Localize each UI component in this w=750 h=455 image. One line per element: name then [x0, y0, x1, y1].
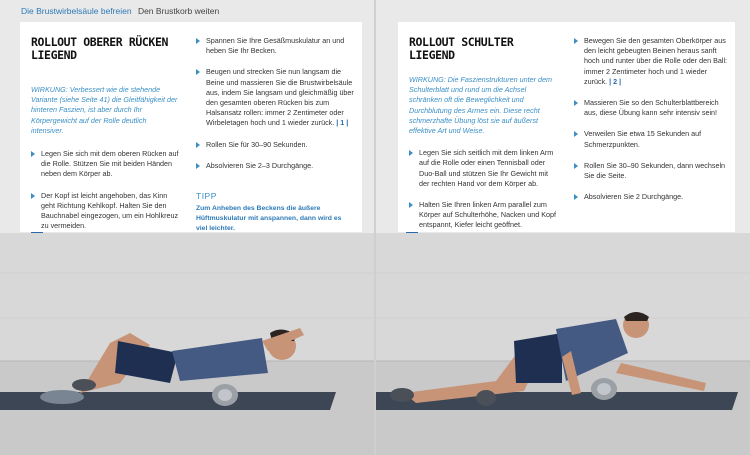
exercise-1-title: ROLLOUT OBERER RÜCKEN LIEGEND	[31, 35, 168, 62]
shoe	[40, 390, 84, 404]
step-text: Massieren Sie so den Schulterblattbereich aus, diese Übung kann sehr intensiv sein!	[584, 98, 719, 118]
shoe	[476, 390, 496, 406]
step-text: Rollen Sie für 30–90 Sekunden.	[206, 139, 308, 149]
exercise-card-1	[20, 22, 362, 232]
shorts	[514, 333, 562, 383]
bullet-arrow-icon	[574, 163, 578, 169]
list-item	[196, 36, 354, 56]
exercise-card-2	[398, 22, 735, 232]
foam-roller-center	[218, 389, 232, 401]
exercise-1-effect: WIRKUNG: Verbessert wie die stehende Variante (siehe Seite 41) die Gleitfähigkeit der hinteren Faszien, ist aber durch Ihr Körpergewicht auf der Rolle deutlich intensiver.	[31, 85, 178, 135]
bullet-arrow-icon	[574, 38, 578, 44]
list-item	[196, 67, 354, 128]
step-text: Absolvieren Sie 2 Durchgänge.	[584, 192, 684, 202]
tip-text: Zum Anheben des Beckens die äußere Hüftmuskulatur mit anspannen, dann wird es viel leichter.	[196, 205, 342, 233]
page-right	[376, 0, 750, 455]
list-item	[574, 36, 730, 87]
exercise-1-column-left	[31, 36, 179, 231]
step-text: Der Kopf ist leicht angehoben, das Kinn geht Richtung Kehlkopf. Halten Sie den Bauchnabel eingezogen, um ein Hohlkreuz zu vermeiden.	[41, 190, 179, 231]
exercise-2-steps-left	[409, 148, 557, 230]
list-item	[574, 161, 730, 181]
shoe	[72, 379, 96, 391]
bullet-arrow-icon	[574, 131, 578, 137]
exercise-2-column-left	[409, 36, 557, 231]
bullet-arrow-icon	[31, 151, 35, 157]
bullet-arrow-icon	[409, 150, 413, 156]
step-text: Beugen und strecken Sie nun langsam die Beine und massieren Sie die Brustwirbelsäule aus, indem Sie langsam und gleichmäßig über den gesamten oberen Rücken bis zum Halsansatz rollen: immer 2 Zentimeter oder Wirbeletagen hoch und 1 wieder zurück.	[206, 67, 354, 128]
exercise-1-column-right	[196, 36, 354, 234]
step-text: Rollen Sie 30–90 Sekunden, dann wechseln Sie die Seite.	[584, 160, 726, 181]
shoe	[390, 388, 414, 402]
list-item	[574, 129, 730, 149]
exercise-2-steps-right	[574, 36, 730, 202]
step-text: Legen Sie sich seitlich mit dem linken Arm auf die Rolle oder einen Tennisball oder Duo-Ball und stützen Sie Ihr Gewicht mit der rechten Hand vor dem Körper ab.	[419, 148, 554, 188]
step-text: Spannen Sie Ihre Gesäßmuskulatur an und heben Sie Ihr Becken.	[206, 36, 345, 56]
step-text: Bewegen Sie den gesamten Oberkörper aus den leicht gebeugten Beinen heraus sanft hoch und runter über die Rolle oder den Ball: immer 2 Zentimeter hoch und 1 wieder zurück.	[584, 36, 728, 86]
exercise-1-photo	[0, 233, 374, 455]
exercise-1-steps-left	[31, 149, 179, 231]
bullet-arrow-icon	[196, 163, 200, 169]
bullet-arrow-icon	[574, 100, 578, 106]
step-text: Absolvieren Sie 2–3 Durchgänge.	[206, 160, 314, 170]
tip-box	[196, 191, 354, 234]
figure-reference: | 1 |	[336, 118, 349, 128]
bullet-arrow-icon	[196, 69, 200, 75]
tip-heading: TIPP	[196, 191, 217, 202]
exercise-2-photo	[376, 233, 750, 455]
list-item	[574, 98, 730, 118]
exercise-1-steps-right	[196, 36, 354, 171]
running-head	[21, 6, 219, 16]
exercise-2-column-right	[574, 36, 730, 202]
bullet-arrow-icon	[196, 142, 200, 148]
running-head-subsection: Den Brustkorb weiten	[137, 6, 220, 16]
bullet-arrow-icon	[574, 194, 578, 200]
exercise-2-title: ROLLOUT SCHULTER LIEGEND	[409, 35, 514, 62]
running-head-section: Die Brustwirbelsäule befreien	[21, 6, 132, 16]
bullet-arrow-icon	[31, 193, 35, 199]
step-text: Verweilen Sie etwa 15 Sekunden auf Schmerzpunkten.	[584, 129, 702, 149]
list-item	[31, 191, 179, 232]
wall	[0, 233, 374, 363]
figure-reference: | 2 |	[609, 76, 622, 86]
list-item	[31, 149, 179, 180]
step-text: Legen Sie sich mit dem oberen Rücken auf die Rolle. Stützen Sie mit beiden Händen neben dem Körper ab.	[41, 149, 179, 179]
exercise-2-effect: WIRKUNG: Die Faszienstrukturen unter dem Schulterblatt und rund um die Achsel schränken oft die Beweglichkeit und Durchblutung des Armes ein. Diese recht schmerzhafte Übung löst sie auf äußerst effektive Art und Weise.	[409, 75, 552, 136]
list-item	[196, 161, 354, 171]
bullet-arrow-icon	[409, 202, 413, 208]
step-text: Halten Sie Ihren linken Arm parallel zum Körper auf Schulterhöhe, Nacken und Kopf entspannt, Kiefer leicht geöffnet.	[419, 200, 557, 230]
list-item	[196, 140, 354, 150]
list-item	[409, 148, 557, 189]
foam-roller-center	[597, 383, 611, 395]
list-item	[574, 192, 730, 202]
page-left	[0, 0, 374, 455]
bullet-arrow-icon	[196, 38, 200, 44]
list-item	[409, 200, 557, 231]
